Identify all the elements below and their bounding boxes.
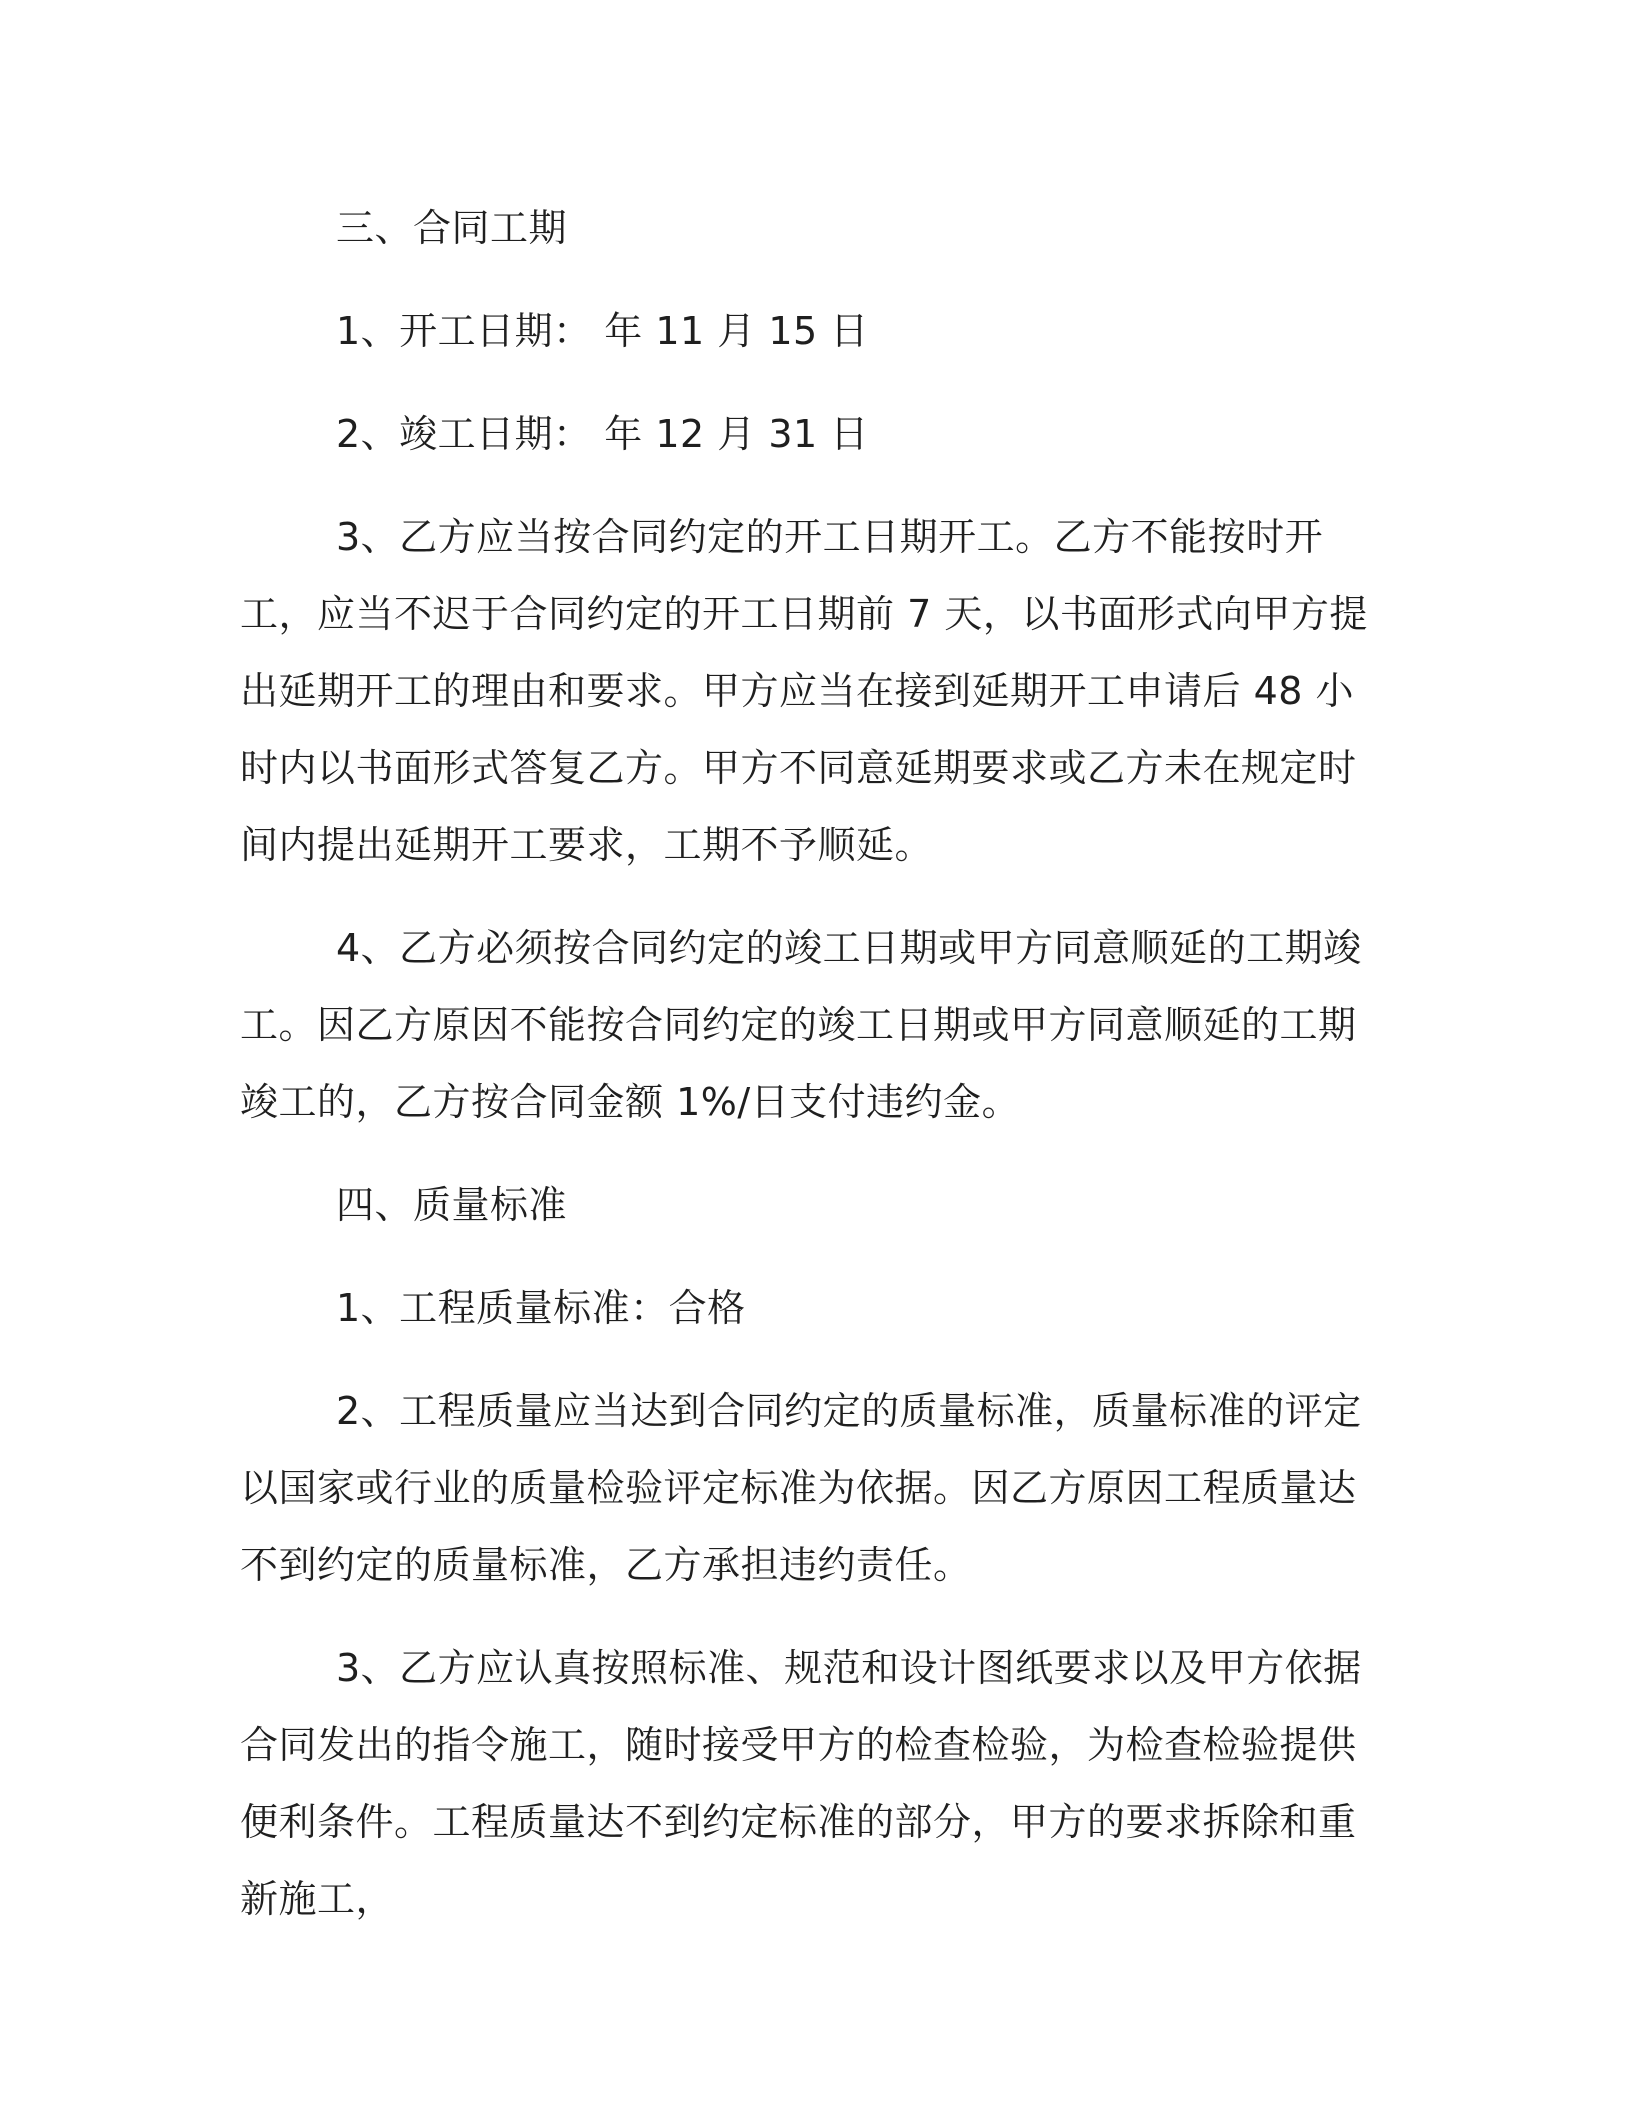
quality-standard-line: 1、工程质量标准：合格 — [336, 1286, 746, 1330]
completion-date-line: 2、竣工日期： 年 12 月 31 日 — [336, 412, 869, 456]
paragraph-quality-evaluation: 2、工程质量应当达到合同约定的质量标准，质量标准的评定以国家或行业的质量检验评定标准为依据。因乙方原因工程质量达不到约定的质量标准，乙方承担违约责任。 — [240, 1389, 1362, 1587]
paragraph-delayed-start: 3、乙方应当按合同约定的开工日期开工。乙方不能按时开工，应当不迟于合同约定的开工日期前 7 天，以书面形式向甲方提出延期开工的理由和要求。甲方应当在接到延期开工申请后 48 小时内以书面形式答复乙方。甲方不同意延期要求或乙方未在规定时间内提出延期开工要求，工期不予顺延。 — [240, 515, 1368, 867]
section-heading-contract-period: 三、合同工期 — [336, 206, 568, 250]
paragraph-completion-penalty: 4、乙方必须按合同约定的竣工日期或甲方同意顺延的工期竣工。因乙方原因不能按合同约定的竣工日期或甲方同意顺延的工期竣工的，乙方按合同金额 1%/日支付违约金。 — [240, 926, 1362, 1124]
start-date-line: 1、开工日期： 年 11 月 15 日 — [336, 309, 869, 353]
section-heading-quality-standard: 四、质量标准 — [336, 1183, 568, 1227]
paragraph-construction-inspection: 3、乙方应认真按照标准、规范和设计图纸要求以及甲方依据合同发出的指令施工，随时接受甲方的检查检验，为检查检验提供便利条件。工程质量达不到约定标准的部分，甲方的要求拆除和重新施工， — [240, 1646, 1362, 1921]
document-page — [240, 190, 1388, 1964]
